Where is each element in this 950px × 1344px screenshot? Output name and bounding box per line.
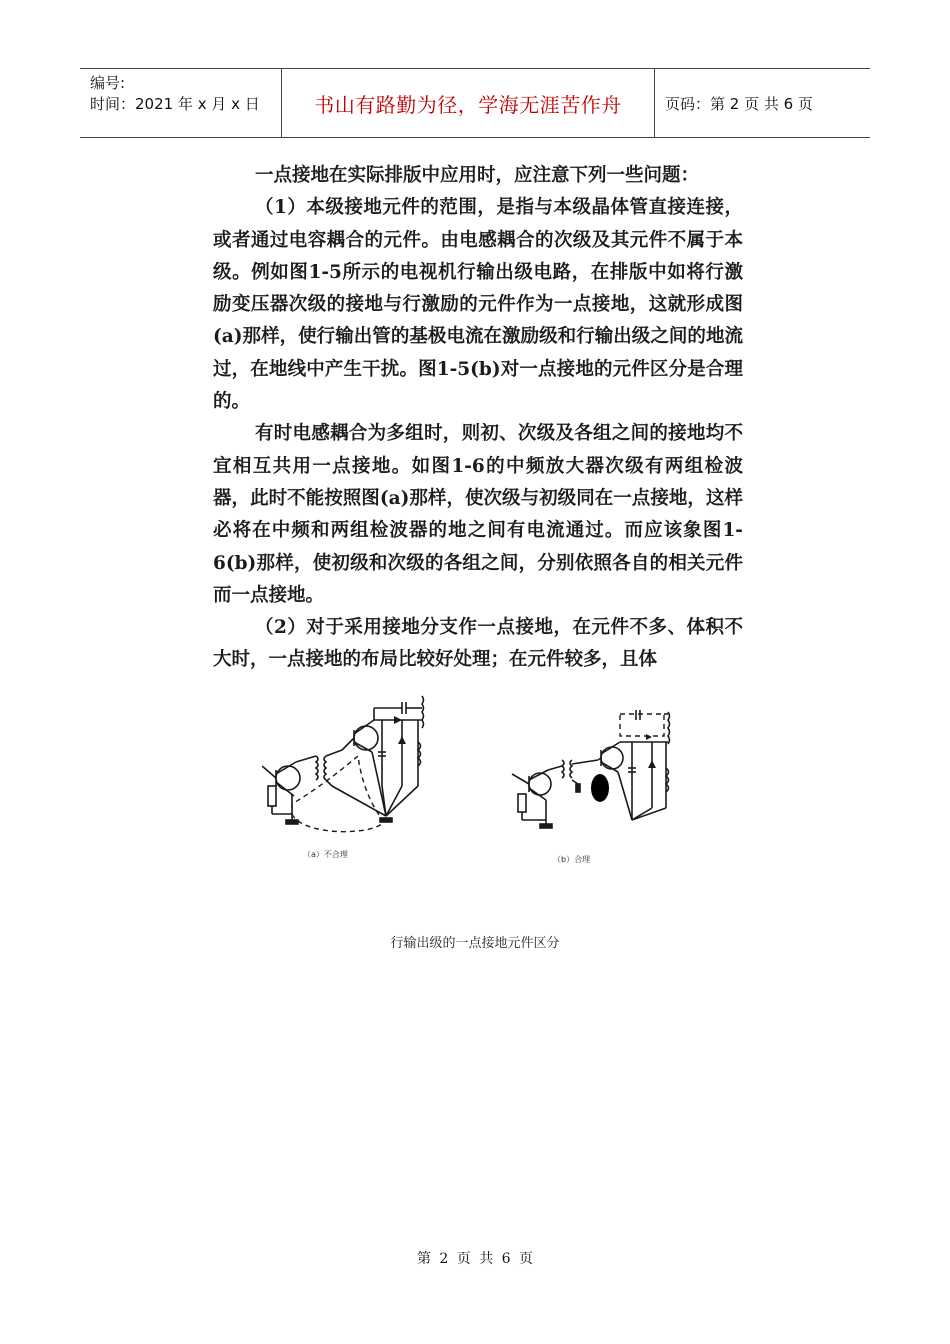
document-number-label: 编号:: [90, 74, 126, 92]
paragraph-intro: 一点接地在实际排版中应用时，应注意下列一些问题：: [255, 165, 700, 186]
paragraph-point-2: （2）对于采用接地分支作一点接地，在元件不多、体积不大时，一点接地的布局比较好处理；在元件较多，且体: [213, 617, 743, 671]
article-body: [213, 160, 743, 677]
page-header: [80, 68, 870, 138]
paragraph-point-1: （1）本级接地元件的范围，是指与本级晶体管直接连接，或者通过电容耦合的元件。由电感耦合的次级及其元件不属于本级。例如图1-5所示的电视机行输出级电路，在排版中如将行激励变压器次级的接地与行激励的元件作为一点接地，这就形成图(a)那样，使行输出管的基极电流在激励级和行输出级之间的地流过，在地线中产生干扰。图1-5(b)对一点接地的元件区分是合理的。: [213, 197, 743, 413]
figure-b-label: （b）合理: [553, 855, 591, 864]
header-page-info: 页码：第 2 页 共 6 页: [665, 94, 813, 113]
paragraph-multi-coupling: 有时电感耦合为多组时，则初、次级及各组之间的接地均不宜相互共用一点接地。如图1-6的中频放大器次级有两组检波器，此时不能按照图(a)那样，使次级与初级同在一点接地，这样必将在中频和两组检波器的地之间有电流通过。而应该象图1-6(b)那样，使初级和次级的各组之间，分别依照各自的相关元件而一点接地。: [213, 423, 743, 606]
figure-caption: 行输出级的一点接地元件区分: [390, 936, 560, 951]
header-meta: [80, 69, 282, 137]
page-footer: 第 2 页 共 6 页: [416, 1251, 534, 1267]
figure-a-label: （a）不合理: [303, 850, 348, 859]
circuit-diagram-a: [262, 686, 440, 836]
header-motto: 书山有路勤为径，学海无涯苦作舟: [282, 69, 655, 137]
document-time-label: 时间：2021 年 x 月 x 日: [90, 95, 260, 113]
circuit-diagram-b: [508, 708, 693, 843]
